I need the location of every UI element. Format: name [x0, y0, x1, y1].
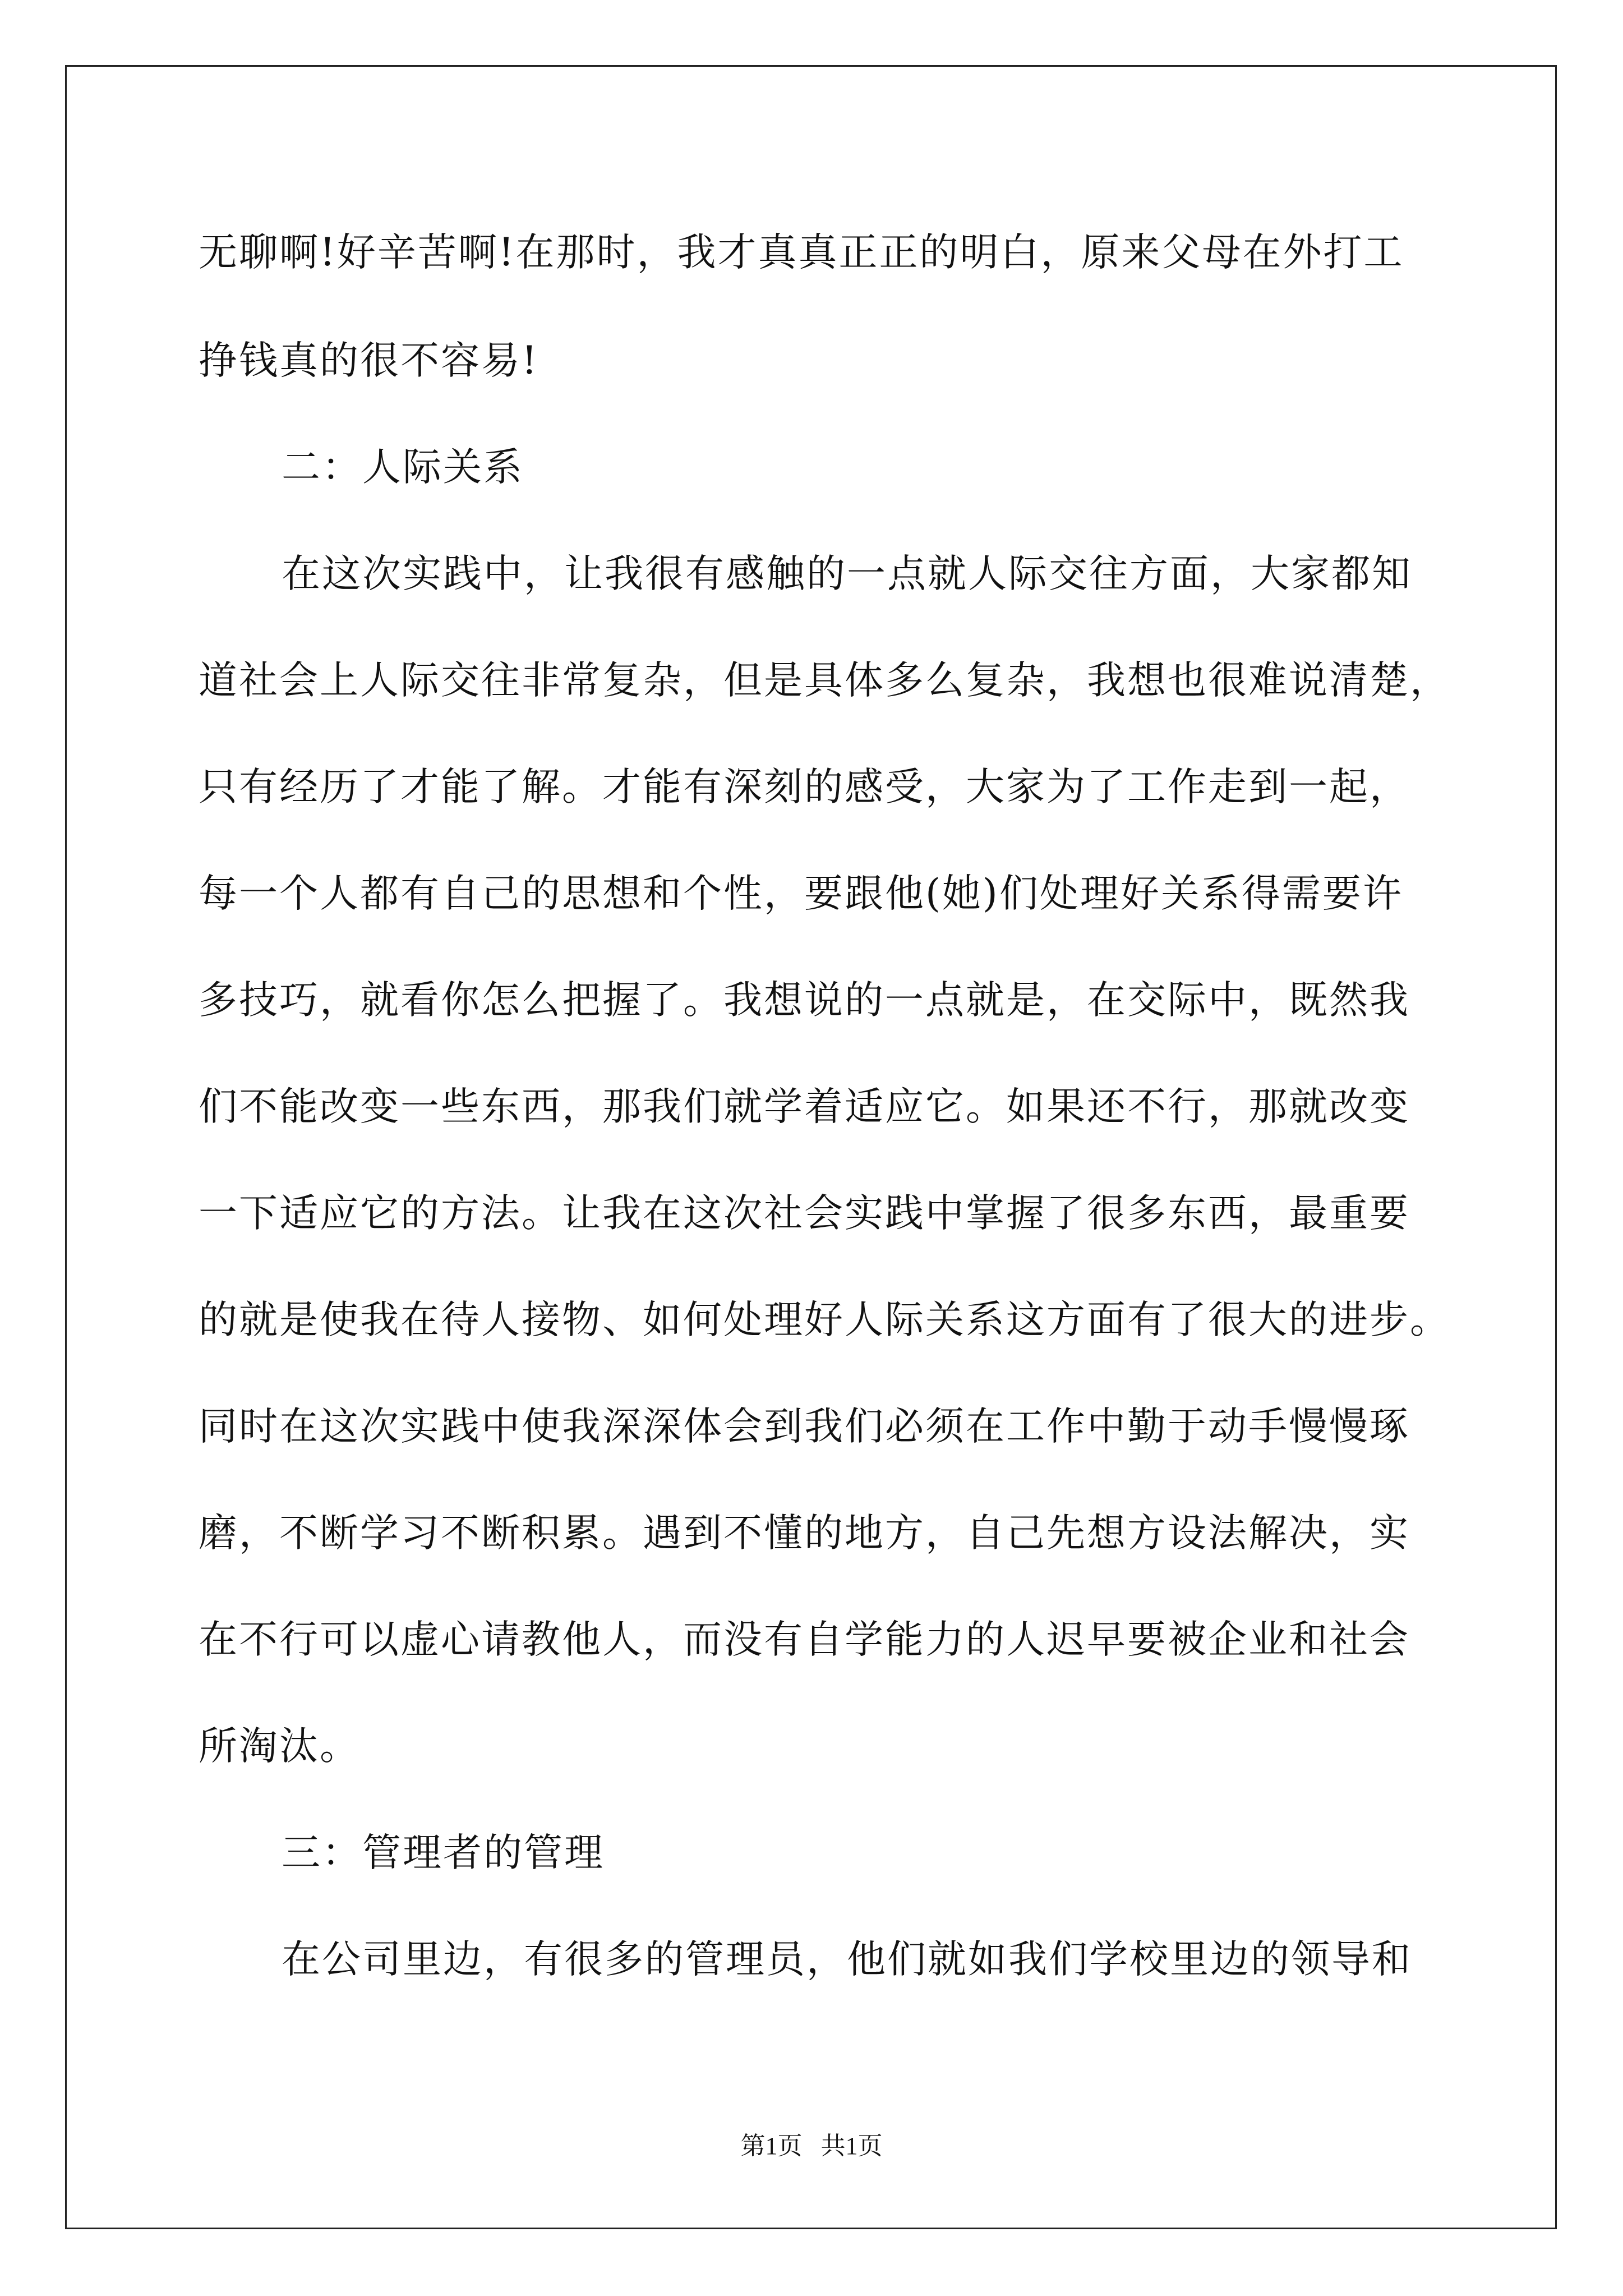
section-heading: 三：管理者的管理: [282, 1830, 605, 1875]
section-heading: 二：人际关系: [282, 445, 524, 490]
text-line: 们不能改变一些东西，那我们就学着适应它。如果还不行，那就改变: [199, 1084, 1410, 1129]
text-line: 磨，不断学习不断积累。遇到不懂的地方，自己先想方设法解决，实: [199, 1511, 1410, 1556]
text-line: 在这次实践中，让我很有感触的一点就人际交往方面，大家都知: [282, 551, 1412, 596]
text-line: 无聊啊!好辛苦啊!在那时，我才真真正正的明白，原来父母在外打工: [199, 230, 1404, 275]
text-line: 在不行可以虚心请教他人，而没有自学能力的人迟早要被企业和社会: [199, 1617, 1410, 1662]
text-line: 挣钱真的很不容易!: [199, 338, 539, 383]
text-line: 只有经历了才能了解。才能有深刻的感受，大家为了工作走到一起，: [199, 765, 1410, 809]
text-line: 道社会上人际交往非常复杂，但是具体多么复杂，我想也很难说清楚，: [199, 658, 1450, 703]
text-line: 每一个人都有自己的思想和个性，要跟他(她)们处理好关系得需要许: [199, 871, 1403, 916]
text-line: 所淘汰。: [199, 1724, 360, 1769]
text-line: 多技巧，就看你怎么把握了。我想说的一点就是，在交际中，既然我: [199, 978, 1410, 1023]
page-footer: 第1页 共1页: [740, 2132, 883, 2160]
text-line: 的就是使我在待人接物、如何处理好人际关系这方面有了很大的进步。: [199, 1297, 1450, 1342]
text-line: 同时在这次实践中使我深深体会到我们必须在工作中勤于动手慢慢琢: [199, 1404, 1410, 1449]
page-border: [65, 65, 1557, 2229]
text-line: 在公司里边，有很多的管理员，他们就如我们学校里边的领导和: [282, 1937, 1412, 1982]
text-line: 一下适应它的方法。让我在这次社会实践中掌握了很多东西，最重要: [199, 1191, 1410, 1236]
